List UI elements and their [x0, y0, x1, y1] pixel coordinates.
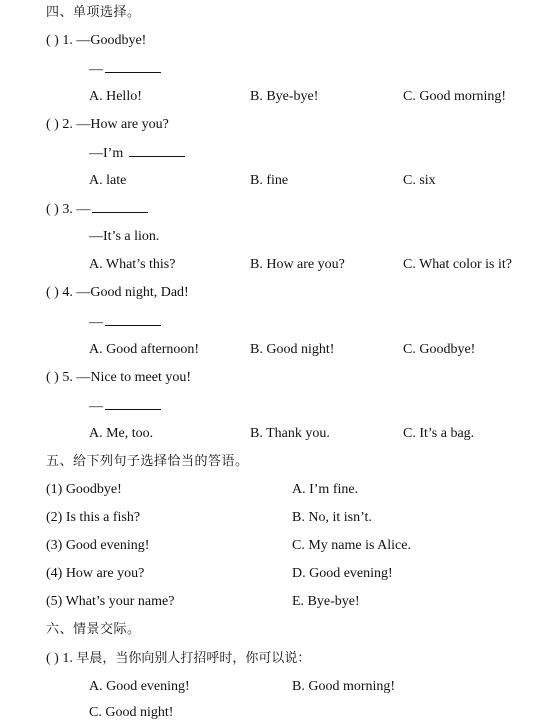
option-c: C. six: [403, 173, 436, 188]
question-5-prompt: —Nice to meet you!: [76, 370, 192, 385]
option-b: B. Bye-bye!: [250, 89, 319, 104]
option-c: C. Good morning!: [403, 89, 507, 104]
option-b: B. fine: [250, 173, 289, 188]
option-a: A. Good evening!: [89, 679, 190, 694]
question-3-prompt: —: [76, 202, 91, 217]
section-6-title: 六、情景交际。: [46, 622, 141, 637]
match-row-1: [0, 480, 560, 500]
question-4-prompt: —Good night, Dad!: [76, 285, 189, 300]
question-4: [46, 283, 189, 303]
question-1-response: —: [89, 59, 161, 79]
option-a: A. Me, too.: [89, 426, 154, 441]
answer-blank: [129, 143, 185, 157]
option-a: A. late: [89, 173, 127, 188]
match-question: (4) How are you?: [46, 566, 145, 581]
answer-blank: [105, 312, 161, 326]
question-4-options: [0, 340, 560, 360]
question-4-number: ( ) 4.: [46, 285, 73, 300]
scenario-question-1: [46, 649, 310, 669]
option-c: C. Goodbye!: [403, 342, 476, 357]
section-4-title: 四、单项选择。: [46, 5, 141, 20]
option-a: A. Good afternoon!: [89, 342, 200, 357]
match-question: (2) Is this a fish?: [46, 510, 141, 525]
question-2-response: —I’m: [89, 143, 185, 163]
scenario-question-prompt: 早晨，当你向别人打招呼时，你可以说：: [76, 651, 311, 666]
question-3-response: —It’s a lion.: [89, 229, 160, 244]
answer-blank: [105, 59, 161, 73]
match-row-4: [0, 564, 560, 584]
question-5-response: —: [89, 396, 161, 416]
question-1-number: ( ) 1.: [46, 33, 73, 48]
answer-blank: [105, 396, 161, 410]
option-a: A. Hello!: [89, 89, 142, 104]
match-answer: E. Bye-bye!: [292, 594, 360, 609]
match-question: (3) Good evening!: [46, 538, 150, 553]
scenario-question-number: ( ) 1.: [46, 651, 73, 666]
section-5-title: 五、给下列句子选择恰当的答语。: [46, 454, 249, 469]
scenario-question-options-row-2: [0, 703, 560, 723]
answer-blank: [92, 199, 148, 213]
match-answer: B. No, it isn’t.: [292, 510, 372, 525]
question-3-options: [0, 255, 560, 275]
option-b: B. Good night!: [250, 342, 335, 357]
question-1-options: [0, 87, 560, 107]
question-4-response: —: [89, 312, 161, 332]
match-row-2: [0, 508, 560, 528]
question-2-number: ( ) 2.: [46, 117, 73, 132]
match-row-5: [0, 592, 560, 612]
option-b: B. Good morning!: [292, 679, 396, 694]
option-b: B. Thank you.: [250, 426, 330, 441]
question-5-options: [0, 424, 560, 444]
match-answer: D. Good evening!: [292, 566, 393, 581]
question-3-number: ( ) 3.: [46, 202, 73, 217]
question-1-prompt: —Goodbye!: [76, 33, 147, 48]
question-3: [46, 199, 148, 219]
option-b: B. How are you?: [250, 257, 345, 272]
option-c: C. What color is it?: [403, 257, 512, 272]
match-answer: A. I’m fine.: [292, 482, 359, 497]
question-1: [46, 31, 146, 51]
question-5-number: ( ) 5.: [46, 370, 73, 385]
scenario-question-options: [0, 677, 560, 697]
option-a: A. What’s this?: [89, 257, 176, 272]
question-2-prompt: —How are you?: [76, 117, 169, 132]
match-answer: C. My name is Alice.: [292, 538, 411, 553]
match-question: (1) Goodbye!: [46, 482, 122, 497]
match-row-3: [0, 536, 560, 556]
option-c: C. Good night!: [89, 705, 174, 720]
option-c: C. It’s a bag.: [403, 426, 475, 441]
question-2: [46, 115, 169, 135]
question-5: [46, 368, 191, 388]
match-question: (5) What’s your name?: [46, 594, 175, 609]
question-2-options: [0, 171, 560, 191]
